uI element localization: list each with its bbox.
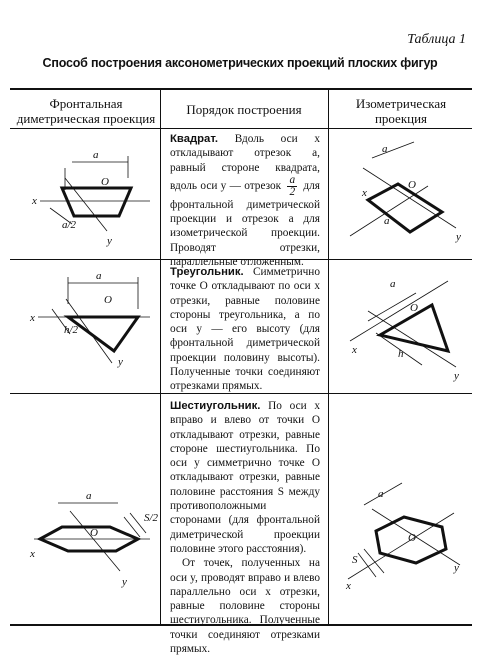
label-x: x bbox=[30, 312, 35, 324]
square-name: Квадрат. bbox=[170, 133, 219, 145]
table-title: Способ построения аксонометрических проекций плоских фигур bbox=[42, 56, 438, 70]
label-y: y bbox=[118, 356, 123, 368]
label-x: x bbox=[32, 195, 37, 207]
square-text-after: для фронтальной диметрической проекции и отрезок a для изометрической проекции. Проводят отрезки, параллельные отложенным. bbox=[170, 179, 321, 269]
label-h-half: h/2 bbox=[64, 324, 79, 336]
fraction-denominator: 2 bbox=[289, 185, 296, 198]
header-isometric: Изометрическая проекция bbox=[355, 96, 447, 126]
label-S-half: S/2 bbox=[144, 512, 159, 524]
fraction-a-over-2 bbox=[287, 175, 297, 198]
triangle-text: Симметрично точке O откладывают по оси x отрезки, равные половине стороны треугольника, а по оси y — его высоту (для фронтальной диметрической проекции половину высоты). Полученные точки соединяют отрезками прямых. bbox=[170, 266, 320, 393]
label-a-lower: a bbox=[384, 215, 390, 227]
label-x: x bbox=[346, 580, 351, 592]
label-y: y bbox=[454, 562, 459, 574]
label-a: a bbox=[93, 149, 99, 161]
label-S: S bbox=[352, 554, 358, 566]
label-O: O bbox=[101, 176, 109, 188]
hexagon-description bbox=[170, 399, 320, 656]
isometric-triangle-diagram bbox=[328, 259, 472, 393]
label-a: a bbox=[96, 270, 102, 282]
label-a: a bbox=[382, 143, 388, 155]
hexagon-text: По оси x вправо и влево от точки O откладывают отрезки, равные стороне шестиугольника. По оси y симметрично точке O откладывают отрезки, равные половине расстояния S между противоположными сторонами (для фронтальной диметрической проекции половине этого расстояния). bbox=[170, 400, 321, 555]
isometric-square-diagram bbox=[328, 128, 472, 259]
column-divider bbox=[160, 90, 161, 624]
label-a: a bbox=[378, 488, 384, 500]
label-h: h bbox=[398, 348, 404, 360]
triangle-name: Треугольник. bbox=[170, 266, 244, 278]
fraction-numerator: a bbox=[289, 173, 296, 186]
triangle-description bbox=[170, 265, 320, 394]
label-x: x bbox=[352, 344, 357, 356]
label-O: O bbox=[408, 179, 416, 191]
label-O: O bbox=[90, 527, 98, 539]
label-O: O bbox=[408, 532, 416, 544]
frontal-hexagon-diagram bbox=[10, 393, 160, 622]
label-a: a bbox=[390, 278, 396, 290]
frontal-triangle-diagram bbox=[10, 259, 160, 393]
frontal-square-diagram bbox=[10, 128, 160, 259]
square-text-before: Вдоль оси x откладывают отрезок a, равный стороне квадрата, вдоль оси y — отрезок bbox=[170, 133, 320, 192]
hexagon-text-2: От точек, полученных на оси y, проводят вправо и влево параллельно оси x отрезки, равные половине стороны шестиугольника. Полученные точки соединяют отрезками прямых. bbox=[170, 557, 320, 656]
label-O: O bbox=[104, 294, 112, 306]
label-x: x bbox=[30, 548, 35, 560]
label-y: y bbox=[122, 576, 127, 588]
label-a-half: a/2 bbox=[62, 219, 77, 231]
hexagon-name: Шестиугольник. bbox=[170, 400, 261, 412]
header-order: Порядок построения bbox=[186, 102, 302, 117]
square-description bbox=[170, 132, 320, 269]
table-number: Таблица 1 bbox=[407, 32, 466, 47]
label-a: a bbox=[86, 490, 92, 502]
label-O: O bbox=[410, 302, 418, 314]
label-x: x bbox=[362, 187, 367, 199]
construction-table bbox=[10, 88, 472, 656]
isometric-hexagon-diagram bbox=[328, 393, 472, 622]
label-y: y bbox=[454, 370, 459, 382]
label-y: y bbox=[456, 231, 461, 243]
header-frontal: Фронтальная диметрическая проекция bbox=[16, 96, 156, 126]
label-y: y bbox=[107, 235, 112, 247]
